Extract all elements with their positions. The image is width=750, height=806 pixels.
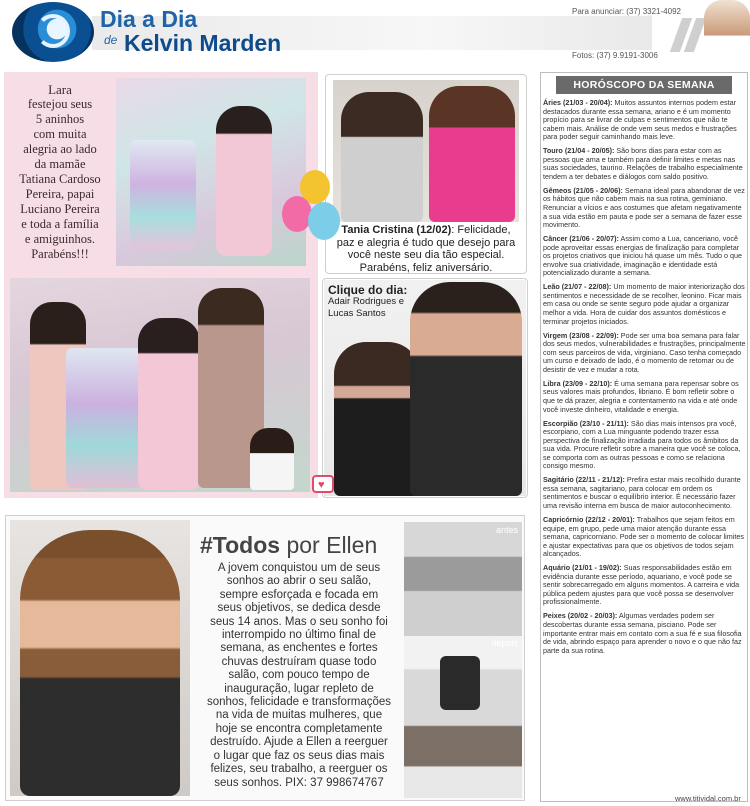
ad-phone: Para anunciar: (37) 3321-4092 xyxy=(572,7,681,16)
balloon-icon xyxy=(282,196,312,232)
woman-figure xyxy=(429,86,515,222)
sign-name: Capricórnio (22/12 - 20/01): xyxy=(543,515,635,525)
body-line: salão, com pouco tempo de xyxy=(228,669,370,682)
sign-virgem xyxy=(543,332,747,375)
sign-text: Pode ser uma boa semana para falar dos seus medos, vulnerabilidades e frustrações, principalmente com seus parceiros de vida, virginiano. Caso tenha começado um curso e deixado de lado, é o momento de retomar ou de desistir de vez e mudar a rota. xyxy=(543,330,746,374)
feature-body xyxy=(198,562,400,790)
sign-text: Algumas verdades podem ser descobertas durante essa semana, pisciano. Pode ser importante entrar mais em contato com a sua fé e sua filosofia de vida, abrindo espaço para aprender o novo e o que não faz parte da sua rotina. xyxy=(543,611,742,655)
girl-figure xyxy=(216,106,272,256)
tania-name: Tania Cristina (12/02) xyxy=(341,224,452,236)
sign-text: Semana ideal para abandonar de vez os hábitos que não cabem mais na sua rotina, geminiano. Renunciar a vícios e aos costumes que afetam negativamente a sua vida estão em pauta e pode ser a semana de fazer esse movimento. xyxy=(543,185,745,230)
sign-text: São dias mais intensos pra você, escorpiano, com a Lua minguante podendo trazer essa perspectiva de finalização irradiada para todos os âmbitos da sua vida. Procure refletir sobre a maneira que você se coloca, se comporta com as outras pessoas e como se relaciona consigo mesmo. xyxy=(543,418,741,471)
body-line: inauguração, lugar repleto de xyxy=(224,682,374,695)
column-header xyxy=(0,0,750,68)
photo-ellen xyxy=(10,520,190,796)
clique-names: Adair Rodrigues e Lucas Santos xyxy=(328,296,405,319)
caption-line: e amiguinhos. xyxy=(24,232,96,246)
body-line: seus 14 anos. Mas o seu sonho foi xyxy=(210,615,388,628)
cake-shape xyxy=(130,140,196,250)
cake-shape xyxy=(66,348,142,488)
column-title-author: Kelvin Marden xyxy=(124,30,282,56)
feature-title-rest: por Ellen xyxy=(280,532,378,558)
girl-figure xyxy=(138,318,200,490)
child-figure xyxy=(250,428,294,490)
body-line: destruído. Ajude a Ellen a reerguer xyxy=(210,736,388,749)
sign-text: Assim como a Lua, canceriano, você pode aproveitar essas energias de finalização para completar os projetos criativos que iniciou há quase um mês. Tudo o que envolve sua criatividade, imaginação e identidade está potencializado durante a semana. xyxy=(543,234,742,278)
sign-text: Trabalhos que sejam feitos em equipe, em grupo, pede uma maior atenção durante essa semana, capricorniano. Pode ser o momento de colocar limites e ajustar expectativas para que os objetivos de todos sejam alcançados. xyxy=(543,515,744,559)
feature-title-hash: #Todos xyxy=(200,532,281,558)
man-figure xyxy=(341,92,423,222)
label-before: antes xyxy=(495,525,518,535)
sign-name: Gêmeos (21/05 - 20/06): xyxy=(543,185,623,195)
sign-gemeos xyxy=(543,187,747,230)
body-line: na vida de muitas mulheres, que xyxy=(215,709,383,722)
body-line: sonhos, felicidade e transformações xyxy=(206,696,392,709)
body-line: sonhos ao abrir o seu salão, xyxy=(226,575,372,588)
sign-name: Áries (21/03 - 20/04): xyxy=(543,98,613,107)
photo-salon-before xyxy=(404,522,522,636)
sign-libra xyxy=(543,380,747,414)
body-line: chuvas destruíram quase todo xyxy=(221,655,377,668)
horoscope-title: HORÓSCOPO DA SEMANA xyxy=(556,76,732,94)
lens-ring-icon xyxy=(36,14,70,48)
caption-line: da mamãe xyxy=(34,157,86,171)
sign-sagitario xyxy=(543,476,747,510)
caption-line: Parabéns!!! xyxy=(31,247,89,261)
body-line: seus sonhos. PIX: 37 998674767 xyxy=(214,776,384,789)
sign-name: Sagitário (22/11 - 21/12): xyxy=(543,475,625,485)
body-line: A jovem conquistou um de seus xyxy=(217,562,381,574)
photo-lara-family xyxy=(10,278,310,492)
columnist-photo xyxy=(704,0,750,64)
tania-message: : Felicidade, paz e alegria é tudo que desejo para você neste seu dia tão especial. Parabéns, feliz aniversário. xyxy=(336,224,516,274)
body-line: felizes, seu trabalho, a reerguer os xyxy=(210,763,388,776)
sign-touro xyxy=(543,147,747,181)
salon-chair xyxy=(440,656,480,710)
body-line: hoje se encontra completamente xyxy=(215,722,383,735)
body-line: o lugar que faz os seus dias mais xyxy=(213,749,385,762)
sign-capricornio xyxy=(543,516,747,559)
caption-line: festejou seus xyxy=(27,97,93,111)
caption-line: Tatiana Cardoso xyxy=(19,172,101,186)
clique-title: Clique do dia: xyxy=(328,283,408,297)
sign-text: Suas responsabilidades estão em evidência durante esse período, aquariano, e você pode se sentir sobrecarregado em alguns momentos. A carreira e vida pública pedem ajustes para que você possa se desenvolver profissionalmente. xyxy=(543,563,740,607)
sign-text: Prefira estar mais recolhido durante essa semana, sagitariano, para colocar em ordem os sentimentos e buscar o equilíbrio interior. É necessário fazer uma revisão interna em busca de maior autoconhecimento. xyxy=(543,475,741,510)
tania-caption xyxy=(333,224,519,274)
photo-lara-cake xyxy=(116,78,306,266)
photo-tania xyxy=(333,80,519,222)
sign-name: Virgem (23/08 - 22/09): xyxy=(543,330,619,340)
sign-cancer xyxy=(543,235,747,278)
column-title-line1: Dia a Dia xyxy=(100,6,198,32)
body-line: seus objetivos, se dedica desde xyxy=(217,602,381,615)
caption-line: 5 aninhos xyxy=(35,112,85,126)
sign-text: Muitos assuntos internos podem estar destacados durante essa semana, ariano e é um momento propício para se livrar de culpas e sentimentos que não te cabem mais. Análise de onde vem seus medos e frustrações para poder seguir caminhando mais leve. xyxy=(543,98,737,142)
sign-name: Escorpião (23/10 - 21/11): xyxy=(543,418,629,428)
caption-line: e toda a família xyxy=(21,217,99,231)
body-line: sempre esforçada e focada em xyxy=(219,588,379,601)
heart-badge-icon: ♥ xyxy=(312,475,334,493)
caption-line: Luciano Pereira xyxy=(20,202,100,216)
sign-text: São bons dias para estar com as pessoas que ama e também para definir limites e metas nas suas sociedades, taurino. Relações de trabalho especialmente tendem a ter debates e diálogos com saldo positivo. xyxy=(543,146,743,181)
body-line: semana, as enchentes e fortes xyxy=(220,642,378,655)
sign-leao xyxy=(543,283,747,326)
photo-phone: Fotos: (37) 9.9191-3006 xyxy=(572,51,658,60)
sign-name: Libra (23/09 - 22/10): xyxy=(543,378,613,388)
caption-line: alegria ao lado xyxy=(23,142,97,156)
horoscope-list xyxy=(543,99,747,661)
caption-line: com muita xyxy=(33,127,87,141)
column-title-de: de xyxy=(104,33,118,47)
man-figure xyxy=(410,282,522,496)
ellen-portrait xyxy=(20,530,180,796)
sign-aries xyxy=(543,99,747,142)
sign-text: Um momento de maior interiorização dos sentimentos e necessidade de se recolher, leonino. Ficar mais em casa ou onde se sente seguro pode ajudar a organizar melhor a vida. Hora de cuidar dos assuntos domésticos e terminar projetos iniciados. xyxy=(543,282,745,326)
site-url[interactable]: www.titividal.com.br xyxy=(675,794,741,803)
caption-line: Pereira, papai xyxy=(25,187,95,201)
sign-text: É uma semana para repensar sobre os seus valores mais profundos, libriano. É bom refletir sobre o que te dá prazer, alegria e contentamento na vida e até onde você investe dinheiro, vitalidade e energia. xyxy=(543,378,739,414)
sign-name: Touro (21/04 - 20/05): xyxy=(543,146,615,156)
label-after: depois xyxy=(491,638,518,648)
photo-salon-after xyxy=(404,636,522,798)
sign-name: Peixes (20/02 - 20/03): xyxy=(543,611,618,621)
caption-line: Lara xyxy=(48,82,72,97)
sign-aquario xyxy=(543,564,747,607)
feature-title xyxy=(200,532,377,559)
sign-name: Câncer (21/06 - 20/07): xyxy=(543,234,619,244)
sign-name: Leão (21/07 - 22/08): xyxy=(543,282,612,292)
lara-caption xyxy=(16,82,104,262)
sign-peixes xyxy=(543,612,747,655)
body-line: interrompido no último final de xyxy=(221,629,377,642)
sign-escorpiao xyxy=(543,420,747,471)
sign-name: Aquário (21/01 - 19/02): xyxy=(543,563,622,573)
woman-figure xyxy=(334,342,420,496)
